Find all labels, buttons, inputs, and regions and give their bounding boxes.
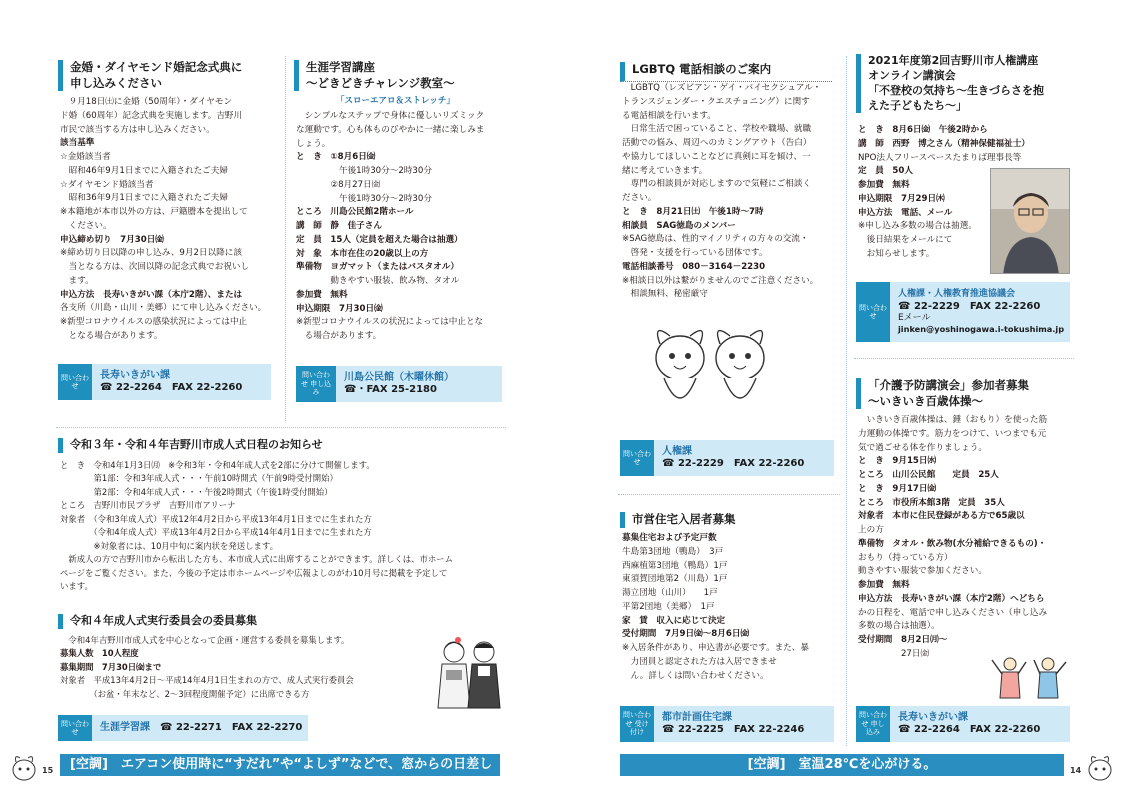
divider (854, 358, 1074, 359)
kaigo-title: 「介護予防講演会」参加者募集 ～いきいき百歳体操～ (856, 378, 1070, 409)
seijin-title: 令和３年・令和４年吉野川市成人式日程のお知らせ (58, 438, 498, 453)
mascot-icon (1086, 752, 1114, 782)
committee-contact: 問い合わせ 生涯学習課 ☎ 22-2271 FAX 22-2270 (58, 715, 308, 741)
page-number: 15 (42, 766, 54, 775)
housing-contact: 問い合わせ 受け付け 都市計画住宅課 ☎ 22-2225 FAX 22-2246 (620, 706, 834, 742)
lecturer-photo (990, 168, 1070, 274)
contact-name: 都市計画住宅課 (662, 711, 732, 723)
divider (56, 427, 506, 428)
contact-name: 川島公民館（木曜休館） (344, 371, 454, 383)
page-number: 14 (1070, 766, 1082, 775)
lifelong-title: 生涯学習講座 ～どきどきチャレンジ教室～ (294, 60, 494, 91)
committee-body: 令和4年吉野川市成人式を中心となって企画・運営する委員を募集します。 募集人数 10人程度 募集期間 7月30日㈮まで 対象者 平成13年4月2日～平成14年4月1日生まれの方で、成人式実行委員会 （お盆・年末など、2～3回程度開催予定）に出席できる方 (60, 635, 354, 699)
contact-name: 人権課 (662, 445, 692, 457)
contact-tel: ☎ 22-2229 FAX 22-2260 (662, 458, 805, 469)
lgbtq-body: LGBTQ（レズビアン・ゲイ・バイセクシュアル・ トランスジェンダー・クエスチョニング）に関す る電話相談を行います。 日常生活で困っていること、学校や職場、就職 活動での悩み、周辺へのカミングアウト（告白） や協力してほしいことなどに真剣に耳を傾け、一 緒に考えていきます。 専門の相談員が対応しますので気軽にご相談く ださい。 と き 8月21日㈯ 午後1時～7時 相談員 SAG徳島のメンバー ※SAG徳島は、性的マイノリティの方々の交流・ 啓発・支援を行っている団体です。 電話相談番号 080－3164－2230 ※相談日以外は繋がりませんのでご注意ください。 相談無料、秘密厳守 (622, 83, 822, 300)
lecturer-photo-image (991, 169, 1070, 274)
footer-banner: [空調] エアコン使用時に“すだれ”や“よしず”などで、窓からの日差しを和らげる。 (60, 754, 500, 776)
seijin-body: と き 令和4年1月3日㈪ ※令和3年・令和4年成人式を2部に分けて開催します。 第1部：令和3年成人式・・・午前10時開式（午前9時受付開始） 第2部：令和4年成人式・・・午後2時開式（午後1時受付開始） ところ 吉野川市民プラザ 吉野川市アリーナ 対象者 （令和3年成人式）平成12年4月2日から平成13年4月1日までに生まれた方 （令和4年成人式）平成13年4月2日から平成14年4月1日までに生まれた方 ※対象者には、10月中旬に案内状を発送します。 新成人の方で吉野川市から転出した方も、本市成人式に出席することができます。詳しくは、市ホーム ページをご覧ください。また、今後の予定は市ホームページや広報よしのがわ10月号に掲載を予定して います。 (60, 460, 453, 591)
contact-name: 人権課・人権教育推進協議会 (898, 289, 1016, 300)
jinken-body: と き 8月6日㈮ 午後2時から 講 師 西野 博之さん（精神保健福祉士） NPO法人フリースペースたまりば理事長等 定 員 50人 参加費 無料 申込期限 7月29日㈭ 申込方法 電話、メール ※申し込み多数の場合は抽選。 後日結果をメールにて お知らせします。 (858, 125, 1030, 259)
contact-name: 長寿いきがい課 (100, 369, 170, 381)
mascot-characters-illustration (640, 318, 780, 423)
contact-name: 長寿いきがい課 (898, 711, 968, 723)
divider (846, 56, 847, 746)
mascot-icon (10, 752, 38, 782)
divider (618, 494, 840, 495)
lgbtq-title: LGBTQ 電話相談のご案内 (620, 62, 832, 82)
jinken-contact: 問い合わせ 人権課・人権教育推進協議会 ☎ 22-2229 FAX 22-2260 Eメール jinken@yoshinogawa.i-tokushima.jp (856, 282, 1070, 342)
committee-title: 令和４年成人式実行委員会の委員募集 (58, 614, 498, 629)
housing-title: 市営住宅入居者募集 (620, 512, 832, 528)
diamond-body: ９月18日㈯に金婚（50周年）・ダイヤモン ド婚（60周年）記念式典を実施します。吉野川 市民で該当する方は申し込みください。 該当基準 ☆金婚該当者 昭和46年9月1日までに入籍されたご夫婦 ☆ダイヤモンド婚該当者 昭和36年9月1日までに入籍されたご夫婦 ※本籍地が本市以外の方は、戸籍謄本を提出して ください。 申込締め切り 7月30日㈮ ※締め切り日以降の申し込み、9月2日以降に該 当となる方は、次回以降の記念式典でお祝いし ます。 申込方法 長寿いきがい課（本庁2階）、または 各支所（川島・山川・美郷）にて申し込みください。 ※新型コロナウイルスの感染状況によっては中止 となる場合があります。 (60, 97, 267, 341)
contact-tel: ☎ 22-2271 FAX 22-2270 (160, 721, 303, 733)
exercise-illustration (990, 654, 1070, 702)
contact-tel: ☎ 22-2264 FAX 22-2260 (100, 382, 243, 393)
lgbtq-contact: 問い合わせ 人権課 ☎ 22-2229 FAX 22-2260 (620, 440, 834, 476)
contact-tel: ☎ 22-2264 FAX 22-2260 (898, 724, 1041, 735)
lifelong-subtitle: 「スローエアロ＆ストレッチ」 (336, 96, 455, 106)
contact-tel: ☎ 22-2225 FAX 22-2246 (662, 724, 805, 735)
lifelong-body: シンプルなステップで身体に優しいリズミック な運動です。心も体ものびやかに一緒に楽しみま しょう。 と き ①8月6日㈮ 午後1時30分～2時30分 ②8月27日㈮ 午後1時30分～2時30分 ところ 川島公民館2階ホール 講 師 静 佳子さん 定 員 15人（定員を超えた場合は抽選） 対 象 本市在住の20歳以上の方 準備物 ヨガマット（またはバスタオル） 動きやすい服装、飲み物、タオル 参加費 無料 申込期限 7月30日㈮ ※新型コロナウイルスの状況によっては中止とな る場合があります。 (296, 111, 485, 341)
lifelong-contact: 問い合わせ 申し込み 川島公民館（木曜休館） ☎・FAX 25-2180 (296, 366, 502, 402)
kaigo-body: いきいき百歳体操は、錘（おもり）を使った筋 力運動の体操です。筋力をつけて、いつまでも元 気で過ごせる体を作りましょう。 と き 9月15日㈬ ところ 山川公民館 定員 25人 と き 9月17日㈮ ところ 市役所本館3階 定員 35人 対象者 本市に住民登録がある方で65歳以 上の方 準備物 タオル・飲み物(水分補給できるもの)・ おもり（持っている方） 動きやすい服装で参加ください。 参加費 無料 申込方法 長寿いきがい課（本庁2階）へどちら かの日程を、電話で申し込みください（申し込み 多数の場合は抽選）。 受付期間 8月2日㈪～ 27日㈮ (858, 415, 1048, 659)
contact-email-label: Eメール (898, 313, 931, 324)
contact-tel: ☎・FAX 25-2180 (344, 384, 437, 395)
housing-body: 募集住宅および予定戸数 牛島第3団地（鴨島） 3戸 西麻植第3団地（鴨島）1戸 東須賀団地第2（川島）1戸 湯立団地（山川） 1戸 平第2団地（美郷） 1戸 家 賃 収入に応じて決定 受付期間 7月9日㈮～8月6日㈮ ※入居条件があり、申込書が必要です。また、暴 力団員と認定された方は入居できませ ん。詳しくは問い合わせください。 (622, 533, 809, 681)
kimono-couple-illustration (434, 636, 504, 712)
contact-name: 生涯学習課 (100, 721, 150, 733)
diamond-title: 金婚・ダイヤモンド婚記念式典に 申し込みください (58, 60, 268, 91)
contact-email[interactable]: jinken@yoshinogawa.i-tokushima.jp (898, 324, 1065, 335)
contact-tel: ☎ 22-2229 FAX 22-2260 (898, 300, 1041, 312)
diamond-contact: 問い合わせ 長寿いきがい課 ☎ 22-2264 FAX 22-2260 (58, 364, 271, 400)
jinken-title: 2021年度第2回吉野川市人権講座 オンライン講演会 「不登校の気持ち～生きづらさを抱 えた子どもたち～」 (856, 54, 1070, 113)
divider (285, 56, 286, 421)
footer-banner: [空調] 室温28℃を心がける。 (620, 754, 1064, 776)
kaigo-contact: 問い合わせ 申し込み 長寿いきがい課 ☎ 22-2264 FAX 22-2260 (856, 706, 1070, 742)
